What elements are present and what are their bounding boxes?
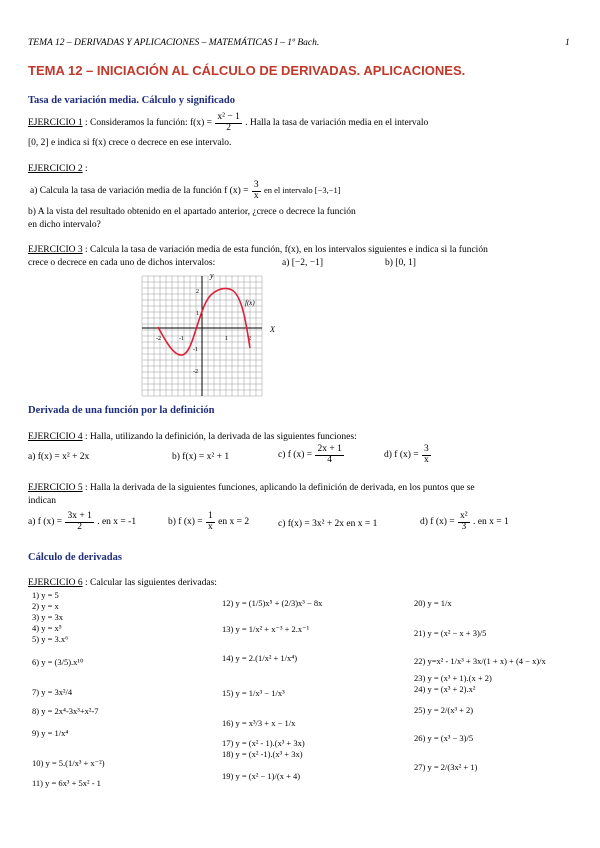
y-tick-label: 1 <box>196 311 199 317</box>
ejercicio-3-label: EJERCICIO 3 <box>28 245 83 255</box>
derivative-item: 26) y = (x³ − 3)/5 <box>414 733 474 743</box>
derivative-item: 4) y = x⁵ <box>32 623 62 633</box>
derivative-item: 21) y = (x² − x + 3)/5 <box>414 628 487 638</box>
ejercicio-5-c: c) f(x) = 3x² + 2x en x = 1 <box>278 519 378 529</box>
derivative-item: 23) y = (x³ + 1).(x + 2) <box>414 673 492 683</box>
derivative-item: 22) y=x² - 1/x³ + 3x/(1 + x) + (4 − x)/x <box>414 656 546 666</box>
ejercicio-4-b: b) f(x) = x² + 1 <box>172 452 230 462</box>
function-graph <box>138 271 275 400</box>
ejercicio-2: EJERCICIO 2 : <box>28 164 88 174</box>
x-tick-label: 1 <box>225 336 228 342</box>
derivative-item: 10) y = 5.(1/x³ + x⁻²) <box>32 758 105 768</box>
ejercicio-5-label: EJERCICIO 5 <box>28 483 83 493</box>
ejercicio-2-b-line1: b) A la vista del resultado obtenido en el apartado anterior, ¿crece o decrece la función <box>28 207 356 217</box>
x-tick-label: -1 <box>179 336 184 342</box>
derivative-item: 6) y = (3/5).x¹⁰ <box>32 657 84 667</box>
ejercicio-3-option-b: b) [0, 1] <box>385 258 416 268</box>
derivative-item: 24) y = (x³ + 2).x² <box>414 684 476 694</box>
section-heading-calculo: Cálculo de derivadas <box>28 552 122 563</box>
main-title: TEMA 12 – INICIACIÓN AL CÁLCULO DE DERIVADAS. APLICACIONES. <box>28 63 466 78</box>
derivative-item: 2) y = x <box>32 601 59 611</box>
ejercicio-5: EJERCICIO 5 : Halla la derivada de la siguientes funciones, aplicando la definición de derivada, en los puntos que se <box>28 483 475 493</box>
ejercicio-4-label: EJERCICIO 4 <box>28 432 83 442</box>
ejercicio-6: EJERCICIO 6 : Calcular las siguientes derivadas: <box>28 578 217 588</box>
ejercicio-1-label: EJERCICIO 1 <box>28 118 83 129</box>
ejercicio-5-a: a) f (x) = $\frac{3x + 1}{2}$ . en x = -1 <box>28 511 137 532</box>
running-header: TEMA 12 – DERIVADAS Y APLICACIONES – MATEMÁTICAS I – 1º Bach. <box>28 38 320 48</box>
derivative-item: 25) y = 2/(x³ + 2) <box>414 705 474 715</box>
ejercicio-2-label: EJERCICIO 2 <box>28 164 83 174</box>
curve-label: f(x) <box>245 299 255 307</box>
ejercicio-1: EJERCICIO 1 : Consideramos la función: f(x) = $\frac{\text{x² − 1}}{2}$ . Halla la tasa de variación media en el intervalo <box>28 112 429 133</box>
derivative-item: 15) y = 1/x³ − 1/x³ <box>222 688 285 698</box>
derivative-item: 3) y = 3x <box>32 612 63 622</box>
ejercicio-5-d: d) f (x) = $\frac{\text{x²}}{3}$ . en x = 1 <box>420 511 509 532</box>
ejercicio-3: EJERCICIO 3 : Calcula la tasa de variación media de esta función, f(x), en los intervalos siguientes e indica si la función <box>28 245 488 255</box>
derivative-item: 11) y = 6x³ + 5x² - 1 <box>32 778 101 788</box>
derivative-item: 20) y = 1/x <box>414 598 452 608</box>
ejercicio-3-option-a: a) [−2, −1] <box>282 258 324 268</box>
ejercicio-2-b-line2: en dicho intervalo? <box>28 220 101 230</box>
ejercicio-1-line2: [0, 2] e indica si f(x) crece o decrece en ese intervalo. <box>28 138 232 148</box>
derivative-item: 1) y = 5 <box>32 590 59 600</box>
derivative-item: 5) y = 3.x⁶ <box>32 634 69 644</box>
derivative-item: 27) y = 2/(3x² + 1) <box>414 762 478 772</box>
ejercicio-6-label: EJERCICIO 6 <box>28 578 83 588</box>
derivative-item: 12) y = (1/5)x⁵ + (2/3)x³ − 8x <box>222 598 323 608</box>
ejercicio-2-a: a) Calcula la tasa de variación media de la función f (x) = $\frac{3}{x}$ en el intervalo [−3,−1] <box>30 180 341 201</box>
y-tick-label: 2 <box>196 289 199 295</box>
ejercicio-4-c: c) f (x) = $\frac{2x + 1}{4}$ <box>278 444 342 465</box>
derivative-item: 14) y = 2.(1/x² + 1/x⁴) <box>222 653 298 663</box>
derivative-item: 9) y = 1/x⁴ <box>32 728 69 738</box>
ejercicio-5-b: b) f (x) = $\frac{1}{x}$ en x = 2 <box>168 511 250 532</box>
page-number: 1 <box>565 38 570 48</box>
x-tick-label: 2 <box>248 336 251 342</box>
x-axis-label: X <box>270 325 275 334</box>
derivative-item: 8) y = 2x⁴-3x³+x²-7 <box>32 706 99 716</box>
ejercicio-4-a: a) f(x) = x² + 2x <box>28 452 90 462</box>
ejercicio-4-d: d) f (x) = $\frac{3}{x}$ <box>384 444 429 465</box>
derivative-item: 7) y = 3x²/4 <box>32 687 73 697</box>
derivative-item: 16) y = x³/3 + x − 1/x <box>222 718 296 728</box>
fraction: $\frac{\text{x² − 1}}{2}$ <box>217 112 240 133</box>
section-heading-definicion: Derivada de una función por la definición <box>28 405 215 416</box>
derivative-item: 18) y = (x² -1).(x³ + 3x) <box>222 749 303 759</box>
ejercicio-4: EJERCICIO 4 : Halla, utilizando la definición, la derivada de las siguientes funciones: <box>28 432 357 442</box>
derivative-item: 19) y = (x² − 1)/(x + 4) <box>222 771 301 781</box>
y-tick-label: -2 <box>193 369 198 375</box>
y-axis-label: y <box>210 271 214 280</box>
ejercicio-5-line2: indican <box>28 496 56 506</box>
y-tick-label: -1 <box>193 347 198 353</box>
derivative-item: 17) y = (x² - 1).(x³ + 3x) <box>222 738 305 748</box>
derivative-item: 13) y = 1/x² + x⁻³ + 2.x⁻¹ <box>222 624 310 634</box>
section-heading-tvm: Tasa de variación media. Cálculo y significado <box>28 95 236 106</box>
ejercicio-3-line2: crece o decrece en cada uno de dichos intervalos: <box>28 258 216 268</box>
x-tick-label: -2 <box>156 336 161 342</box>
